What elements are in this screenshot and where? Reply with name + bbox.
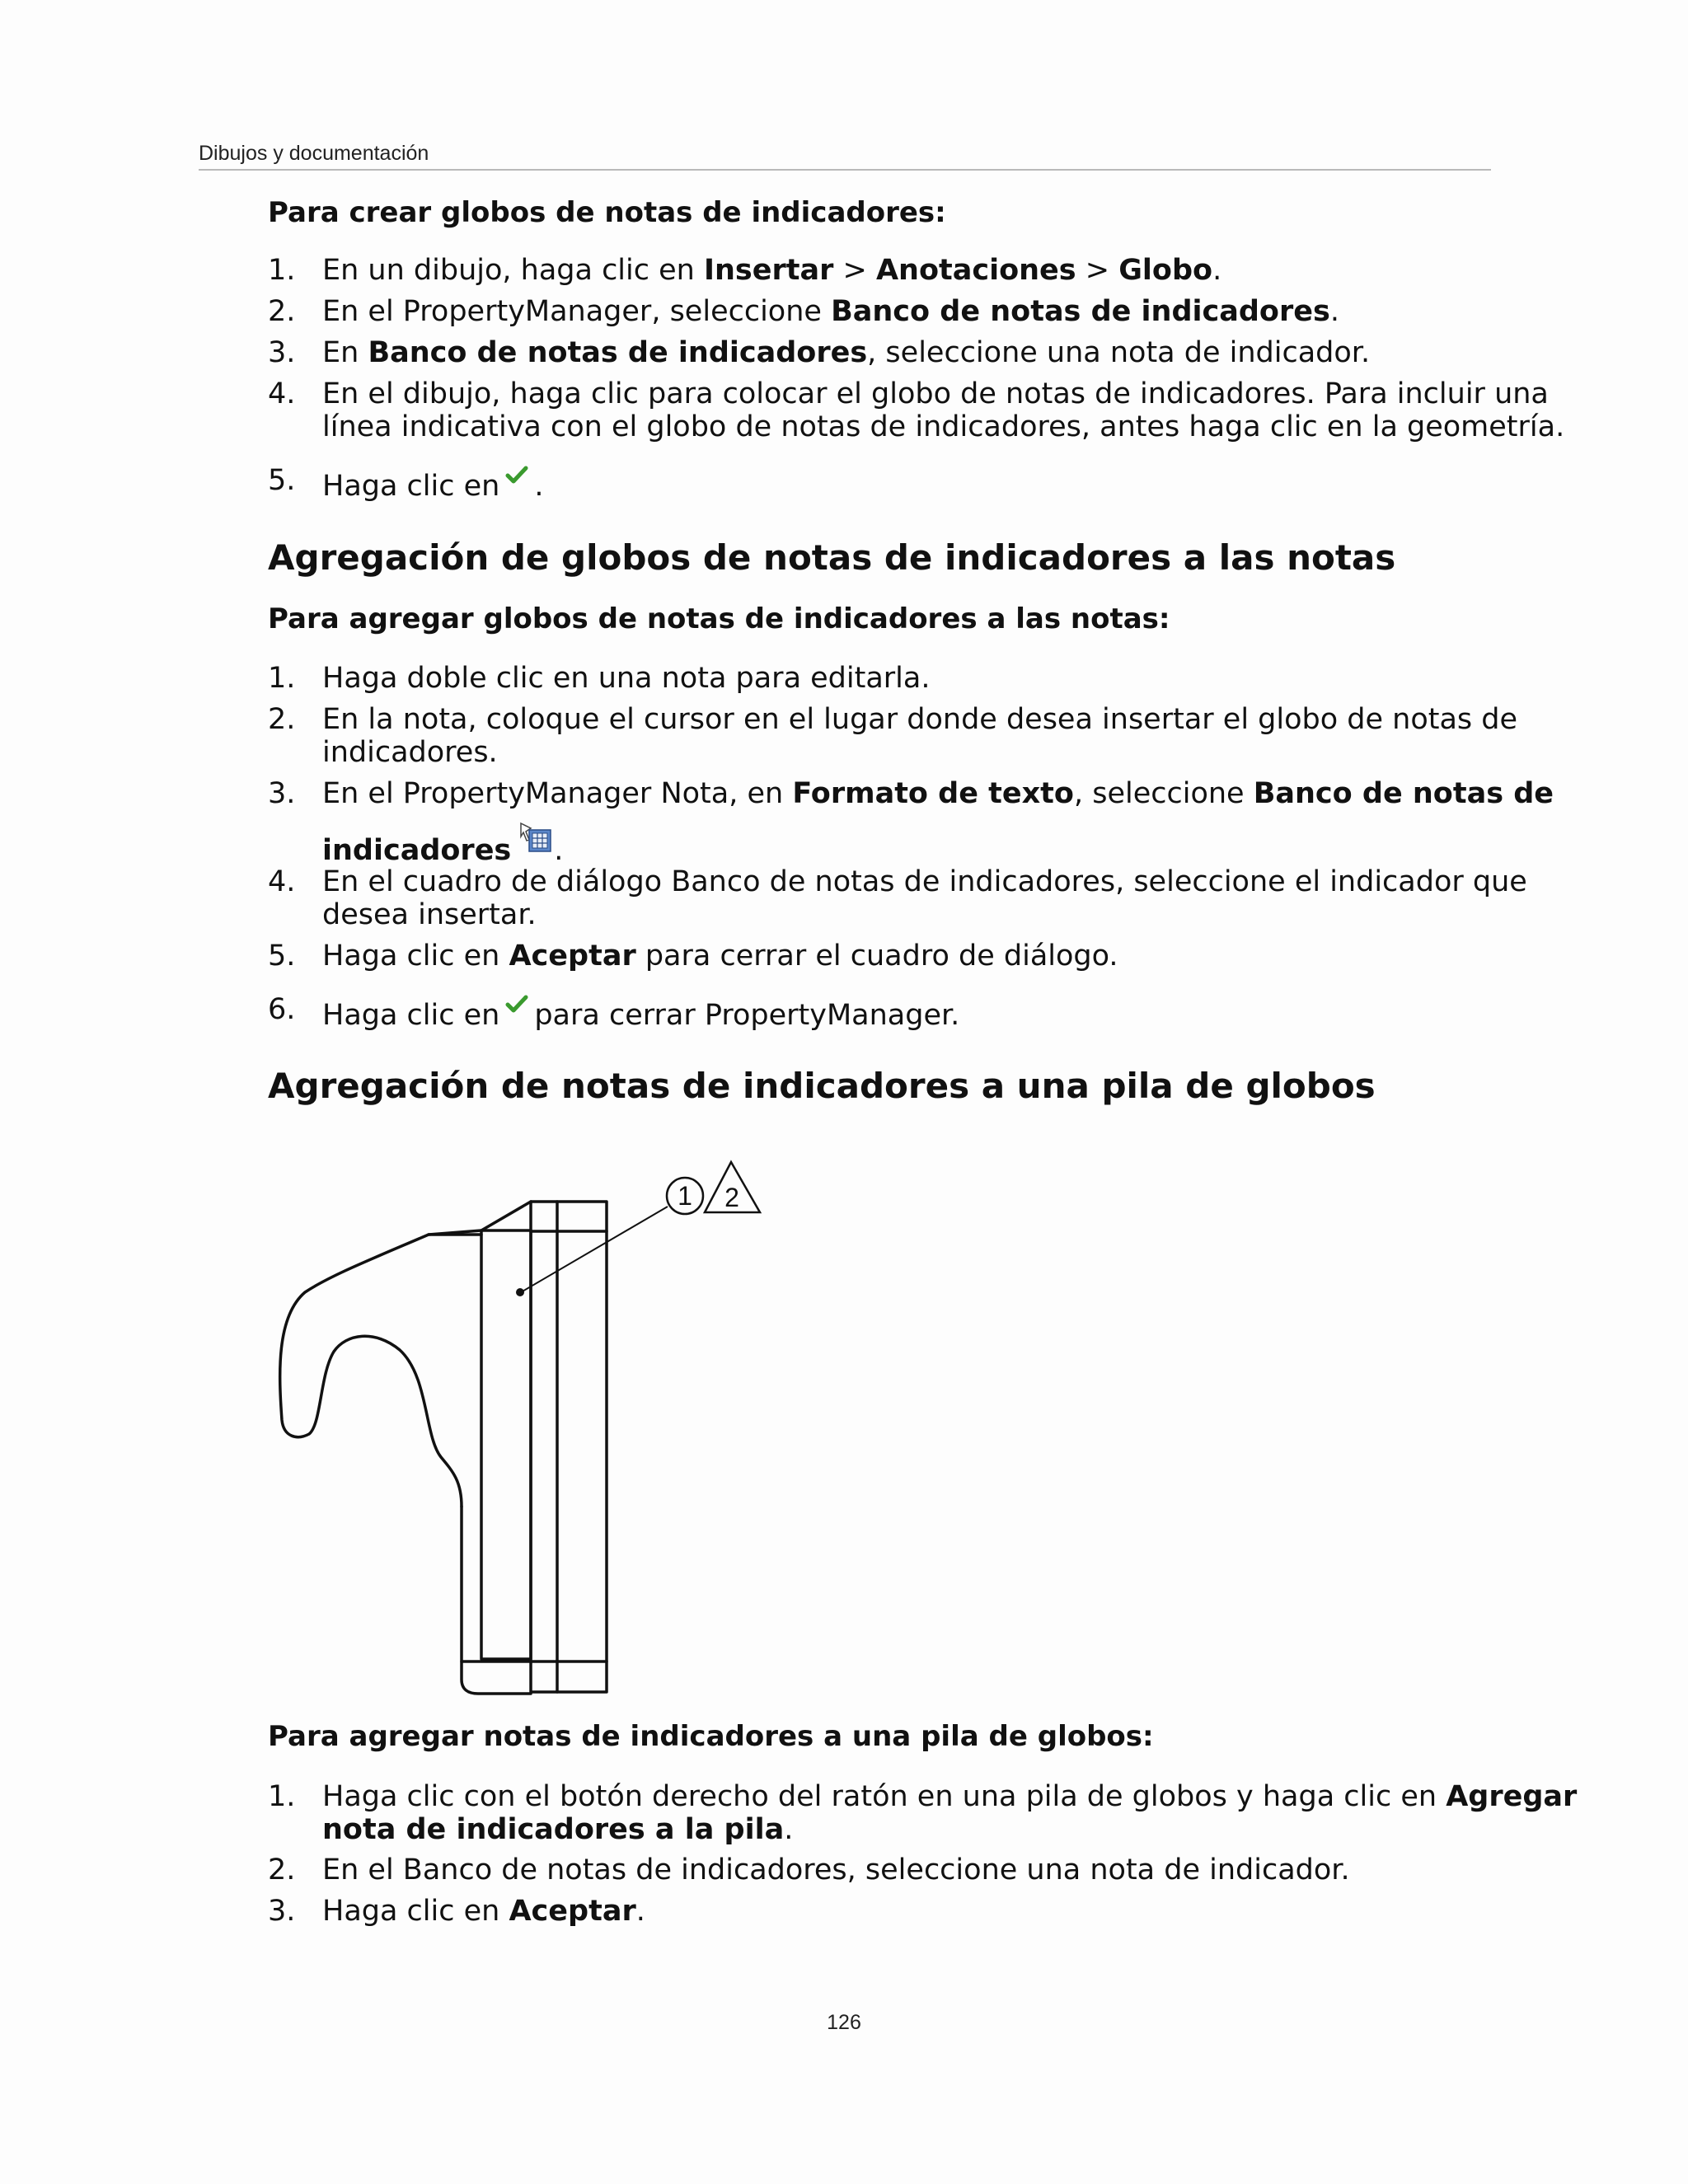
step-number: 3. — [268, 1895, 296, 1928]
step-text: Haga clic en Aceptar para cerrar el cuadro de diálogo. — [322, 940, 1118, 972]
step-text: Haga clic en . — [322, 464, 543, 503]
step-number: 2. — [268, 703, 296, 736]
step-text: En la nota, coloque el cursor en el lugar donde desea insertar el globo de notas de indicadores. — [322, 703, 1518, 769]
step-number: 1. — [268, 254, 296, 287]
step-number: 3. — [268, 336, 296, 369]
green-check-icon — [504, 464, 529, 487]
step-text: Haga clic en para cerrar PropertyManager. — [322, 993, 959, 1032]
step-text: En el Banco de notas de indicadores, seleccione una nota de indicador. — [322, 1854, 1350, 1886]
step-number: 6. — [268, 993, 296, 1026]
step-number: 4. — [268, 377, 296, 410]
step-number: 2. — [268, 1854, 296, 1886]
section-heading: Agregación de globos de notas de indicadores a las notas — [268, 537, 1396, 578]
step-number: 5. — [268, 940, 296, 972]
step-text: En el PropertyManager, seleccione Banco de notas de indicadores. — [322, 295, 1339, 328]
step-text: En el dibujo, haga clic para colocar el globo de notas de indicadores. Para incluir una línea indicativa con el globo de notas de indicadores, antes haga clic en la geometría. — [322, 377, 1565, 443]
green-check-icon — [504, 993, 529, 1016]
header-divider — [199, 169, 1491, 171]
step-text: Haga clic con el botón derecho del ratón en una pila de globos y haga clic en Agregar nota de indicadores a la pila. — [322, 1780, 1578, 1846]
step-text: Haga doble clic en una nota para editarla. — [322, 662, 931, 695]
step-number: 1. — [268, 1780, 296, 1813]
step-text: En el PropertyManager Nota, en Formato de texto, seleccione Banco de notas de indicadores . — [322, 777, 1554, 867]
flag-note-number: 2 — [724, 1183, 739, 1212]
revision-table-icon — [519, 822, 554, 855]
step-number: 1. — [268, 662, 296, 695]
step-number: 2. — [268, 295, 296, 328]
balloon-number: 1 — [678, 1181, 692, 1211]
step-text: En el cuadro de diálogo Banco de notas de indicadores, seleccione el indicador que desea insertar. — [322, 865, 1527, 931]
procedure-title-stack: Para agregar notas de indicadores a una pila de globos: — [268, 1720, 1154, 1753]
step-text: En un dibujo, haga clic en Insertar > Anotaciones > Globo. — [322, 254, 1222, 287]
procedure-title-create: Para crear globos de notas de indicadores: — [268, 196, 946, 229]
step-number: 5. — [268, 464, 296, 497]
step-number: 4. — [268, 865, 296, 898]
step-text: Haga clic en Aceptar. — [322, 1895, 645, 1928]
running-header: Dibujos y documentación — [199, 142, 429, 165]
page-number: 126 — [827, 2011, 861, 2034]
section-heading: Agregación de notas de indicadores a una pila de globos — [268, 1066, 1376, 1106]
step-text: En Banco de notas de indicadores, seleccione una nota de indicador. — [322, 336, 1371, 369]
step-number: 3. — [268, 777, 296, 810]
procedure-title-notes: Para agregar globos de notas de indicadores a las notas: — [268, 602, 1170, 635]
balloon-stack-drawing — [272, 1152, 783, 1696]
